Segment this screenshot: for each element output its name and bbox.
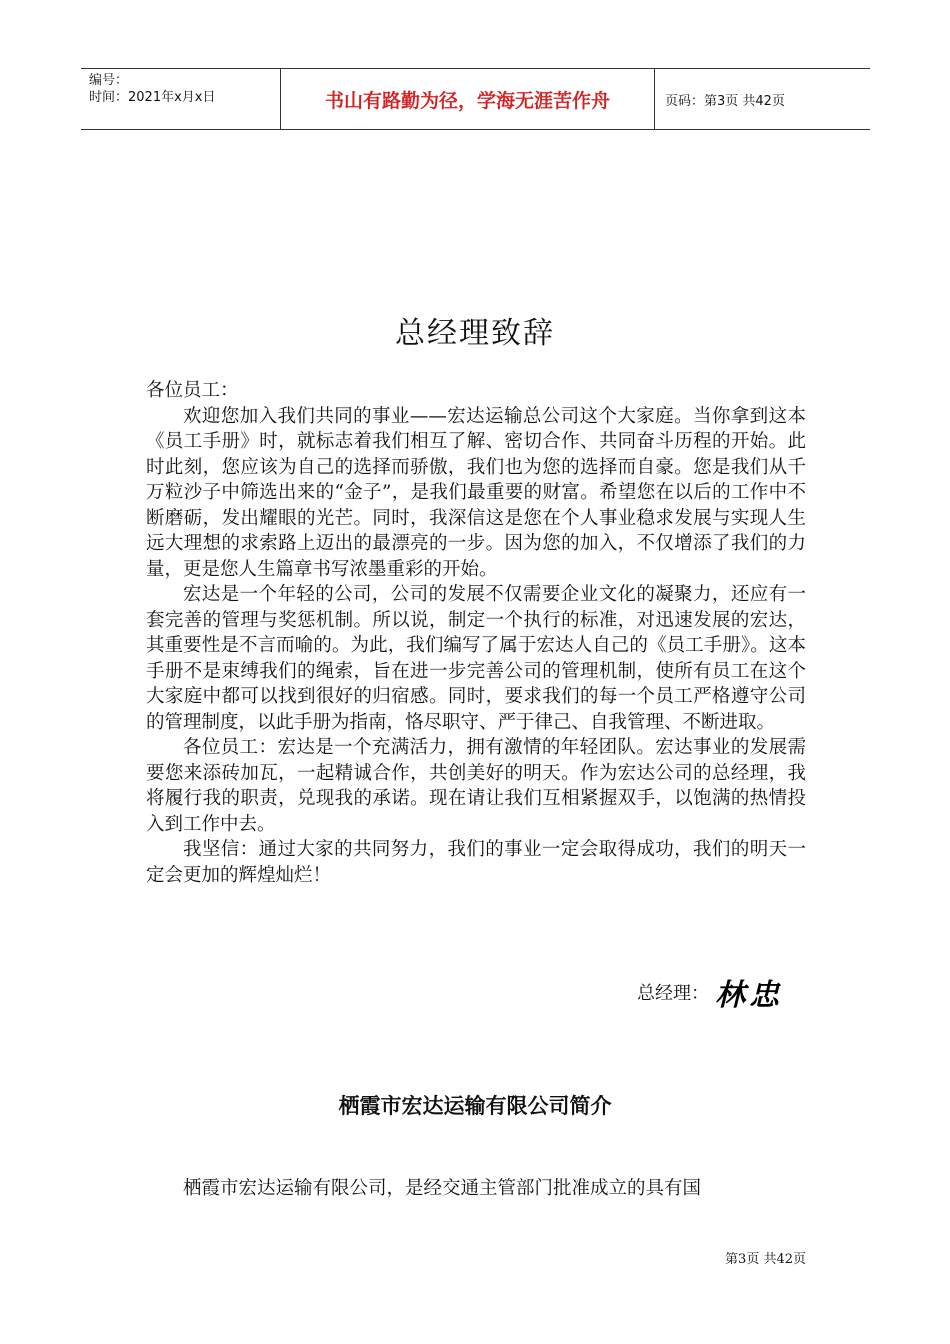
signature-label: 总经理： [637,983,709,1004]
signature-name: 林忠 [715,978,783,1013]
document-date: 时间：2021年x月x日 [89,90,216,105]
header-page-number: 页码：第3页 共42页 [665,93,785,109]
salutation: 各位员工： [146,380,239,401]
page-footer: 第3页 共42页 [725,1252,806,1267]
header-meta [81,69,281,129]
paragraph: 我坚信：通过大家的共同努力，我们的事业一定会取得成功，我们的明天一定会更加的辉煌灿烂！ [146,839,806,886]
header-motto: 书山有路勤为径，学海无涯苦作舟 [281,69,655,129]
intro-paragraph: 栖霞市宏达运输有限公司，是经交通主管部门批准成立的具有国 [183,1178,702,1199]
section-title: 栖霞市宏达运输有限公司简介 [338,1094,612,1118]
letter-body [146,378,806,888]
page-header [81,68,870,130]
document-number: 编号： [89,73,129,88]
paragraph: 各位员工：宏达是一个充满活力，拥有激情的年轻团队。宏达事业的发展需要您来添砖加瓦，一起精诚合作，共创美好的明天。作为宏达公司的总经理，我将履行我的职责，兑现我的承诺。现在请让我们互相紧握双手，以饱满的热情投入到工作中去。 [146,737,806,835]
paragraph: 欢迎您加入我们共同的事业——宏达运输总公司这个大家庭。当你拿到这本《员工手册》时，就标志着我们相互了解、密切合作、共同奋斗历程的开始。此时此刻，您应该为自己的选择而骄傲，我们也为您的选择而自豪。您是我们从千万粒沙子中筛选出来的“金子”，是我们最重要的财富。希望您在以后的工作中不断磨砺，发出耀眼的光芒。同时，我深信这是您在个人事业稳求发展与实现人生远大理想的求索路上迈出的最漂亮的一步。因为您的加入，不仅增添了我们的力量，更是您人生篇章书写浓墨重彩的开始。 [146,405,806,580]
paragraph: 宏达是一个年轻的公司，公司的发展不仅需要企业文化的凝聚力，还应有一套完善的管理与奖惩机制。所以说，制定一个执行的标准，对迅速发展的宏达，其重要性是不言而喻的。为此，我们编写了属于宏达人自己的《员工手册》。这本手册不是束缚我们的绳索，旨在进一步完善公司的管理机制，使所有员工在这个大家庭中都可以找到很好的归宿感。同时，要求我们的每一个员工严格遵守公司的管理制度，以此手册为指南，恪尽职守、严于律己、自我管理、不断进取。 [146,584,806,733]
signature-block [637,970,783,1014]
page-title: 总经理致辞 [395,316,555,351]
company-intro [146,1176,826,1201]
